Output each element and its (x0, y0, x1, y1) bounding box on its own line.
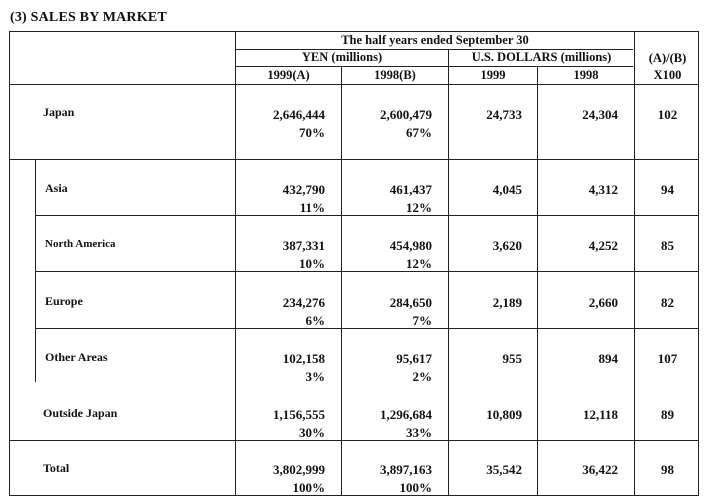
cell-percent: 30% (299, 425, 325, 440)
row-label-europe: Europe (45, 294, 83, 308)
cell-percent: 12% (406, 200, 432, 215)
cell-percent: 70% (299, 125, 325, 140)
cell-value: 2,189 (492, 295, 522, 310)
cell-value: 387,331 (282, 238, 325, 253)
cell-value: 284,650 (389, 295, 432, 310)
row-rule (10, 159, 698, 160)
row-label-north-america: North America (45, 238, 116, 250)
cell-percent: 11% (299, 200, 325, 215)
cell-value: 4,045 (492, 182, 522, 197)
cell-value: 24,733 (486, 107, 522, 122)
cell-value: 3,802,999 (273, 462, 325, 477)
cell-value: 12,118 (582, 407, 618, 422)
cell-value: 4,312 (588, 182, 618, 197)
cell-ratio: 85 (661, 238, 674, 253)
cell-value: 1,296,684 (380, 407, 432, 422)
row-rule (10, 440, 698, 441)
cell-ratio: 89 (661, 407, 674, 422)
cell-value: 36,422 (582, 462, 618, 477)
cell-percent: 6% (305, 313, 325, 328)
yen-group-header: YEN (millions) (301, 50, 383, 64)
cell-value: 955 (502, 351, 522, 366)
cell-ratio: 107 (657, 351, 678, 366)
cell-value: 24,304 (582, 107, 618, 122)
col-yen-1999: 1999(A) (267, 68, 310, 82)
column-divider (537, 66, 538, 495)
cell-value: 234,276 (282, 295, 325, 310)
cell-percent: 100% (399, 480, 432, 495)
page-title: (3) SALES BY MARKET (10, 10, 167, 25)
cell-value: 2,600,479 (380, 107, 432, 122)
cell-ratio: 102 (657, 107, 678, 122)
column-divider (235, 32, 236, 495)
column-divider (634, 32, 635, 495)
col-yen-1998: 1998(B) (374, 68, 416, 82)
row-rule (35, 271, 698, 272)
ratio-header-x100: X100 (653, 68, 682, 82)
cell-value: 461,437 (389, 182, 432, 197)
cell-value: 3,897,163 (380, 462, 432, 477)
cell-percent: 10% (299, 256, 325, 271)
period-header: The half years ended September 30 (341, 33, 529, 47)
sales-by-market-table (9, 31, 699, 496)
column-divider (448, 49, 449, 495)
cell-value: 35,542 (486, 462, 522, 477)
row-label-japan: Japan (43, 105, 75, 119)
cell-ratio: 98 (661, 462, 674, 477)
cell-value: 1,156,555 (273, 407, 325, 422)
cell-percent: 12% (406, 256, 432, 271)
cell-value: 102,158 (282, 351, 325, 366)
cell-ratio: 94 (661, 182, 674, 197)
row-label-asia: Asia (45, 181, 68, 195)
col-usd-1999: 1999 (480, 68, 506, 82)
cell-percent: 2% (412, 369, 432, 384)
row-label-other-areas: Other Areas (45, 350, 108, 364)
row-rule (35, 215, 698, 216)
col-usd-1998: 1998 (573, 68, 599, 82)
column-divider (341, 66, 342, 495)
cell-value: 454,980 (389, 238, 432, 253)
cell-value: 3,620 (492, 238, 522, 253)
cell-ratio: 82 (661, 295, 674, 310)
cell-value: 10,809 (486, 407, 522, 422)
row-label-total: Total (43, 461, 70, 475)
cell-percent: 7% (412, 313, 432, 328)
cell-value: 2,646,444 (273, 107, 325, 122)
header-bottom-rule (10, 84, 698, 85)
cell-value: 4,252 (588, 238, 618, 253)
ratio-header: (A)/(B) (648, 51, 687, 65)
cell-value: 95,617 (396, 351, 432, 366)
cell-value: 2,660 (588, 295, 618, 310)
cell-percent: 67% (406, 125, 432, 140)
usd-group-header: U.S. DOLLARS (millions) (471, 50, 612, 64)
row-rule (35, 328, 698, 329)
cell-percent: 33% (406, 425, 432, 440)
row-label-outside-japan: Outside Japan (43, 406, 118, 420)
cell-percent: 3% (305, 369, 325, 384)
cell-value: 894 (598, 351, 618, 366)
cell-percent: 100% (292, 480, 325, 495)
header-rule (235, 66, 633, 67)
cell-value: 432,790 (282, 182, 325, 197)
